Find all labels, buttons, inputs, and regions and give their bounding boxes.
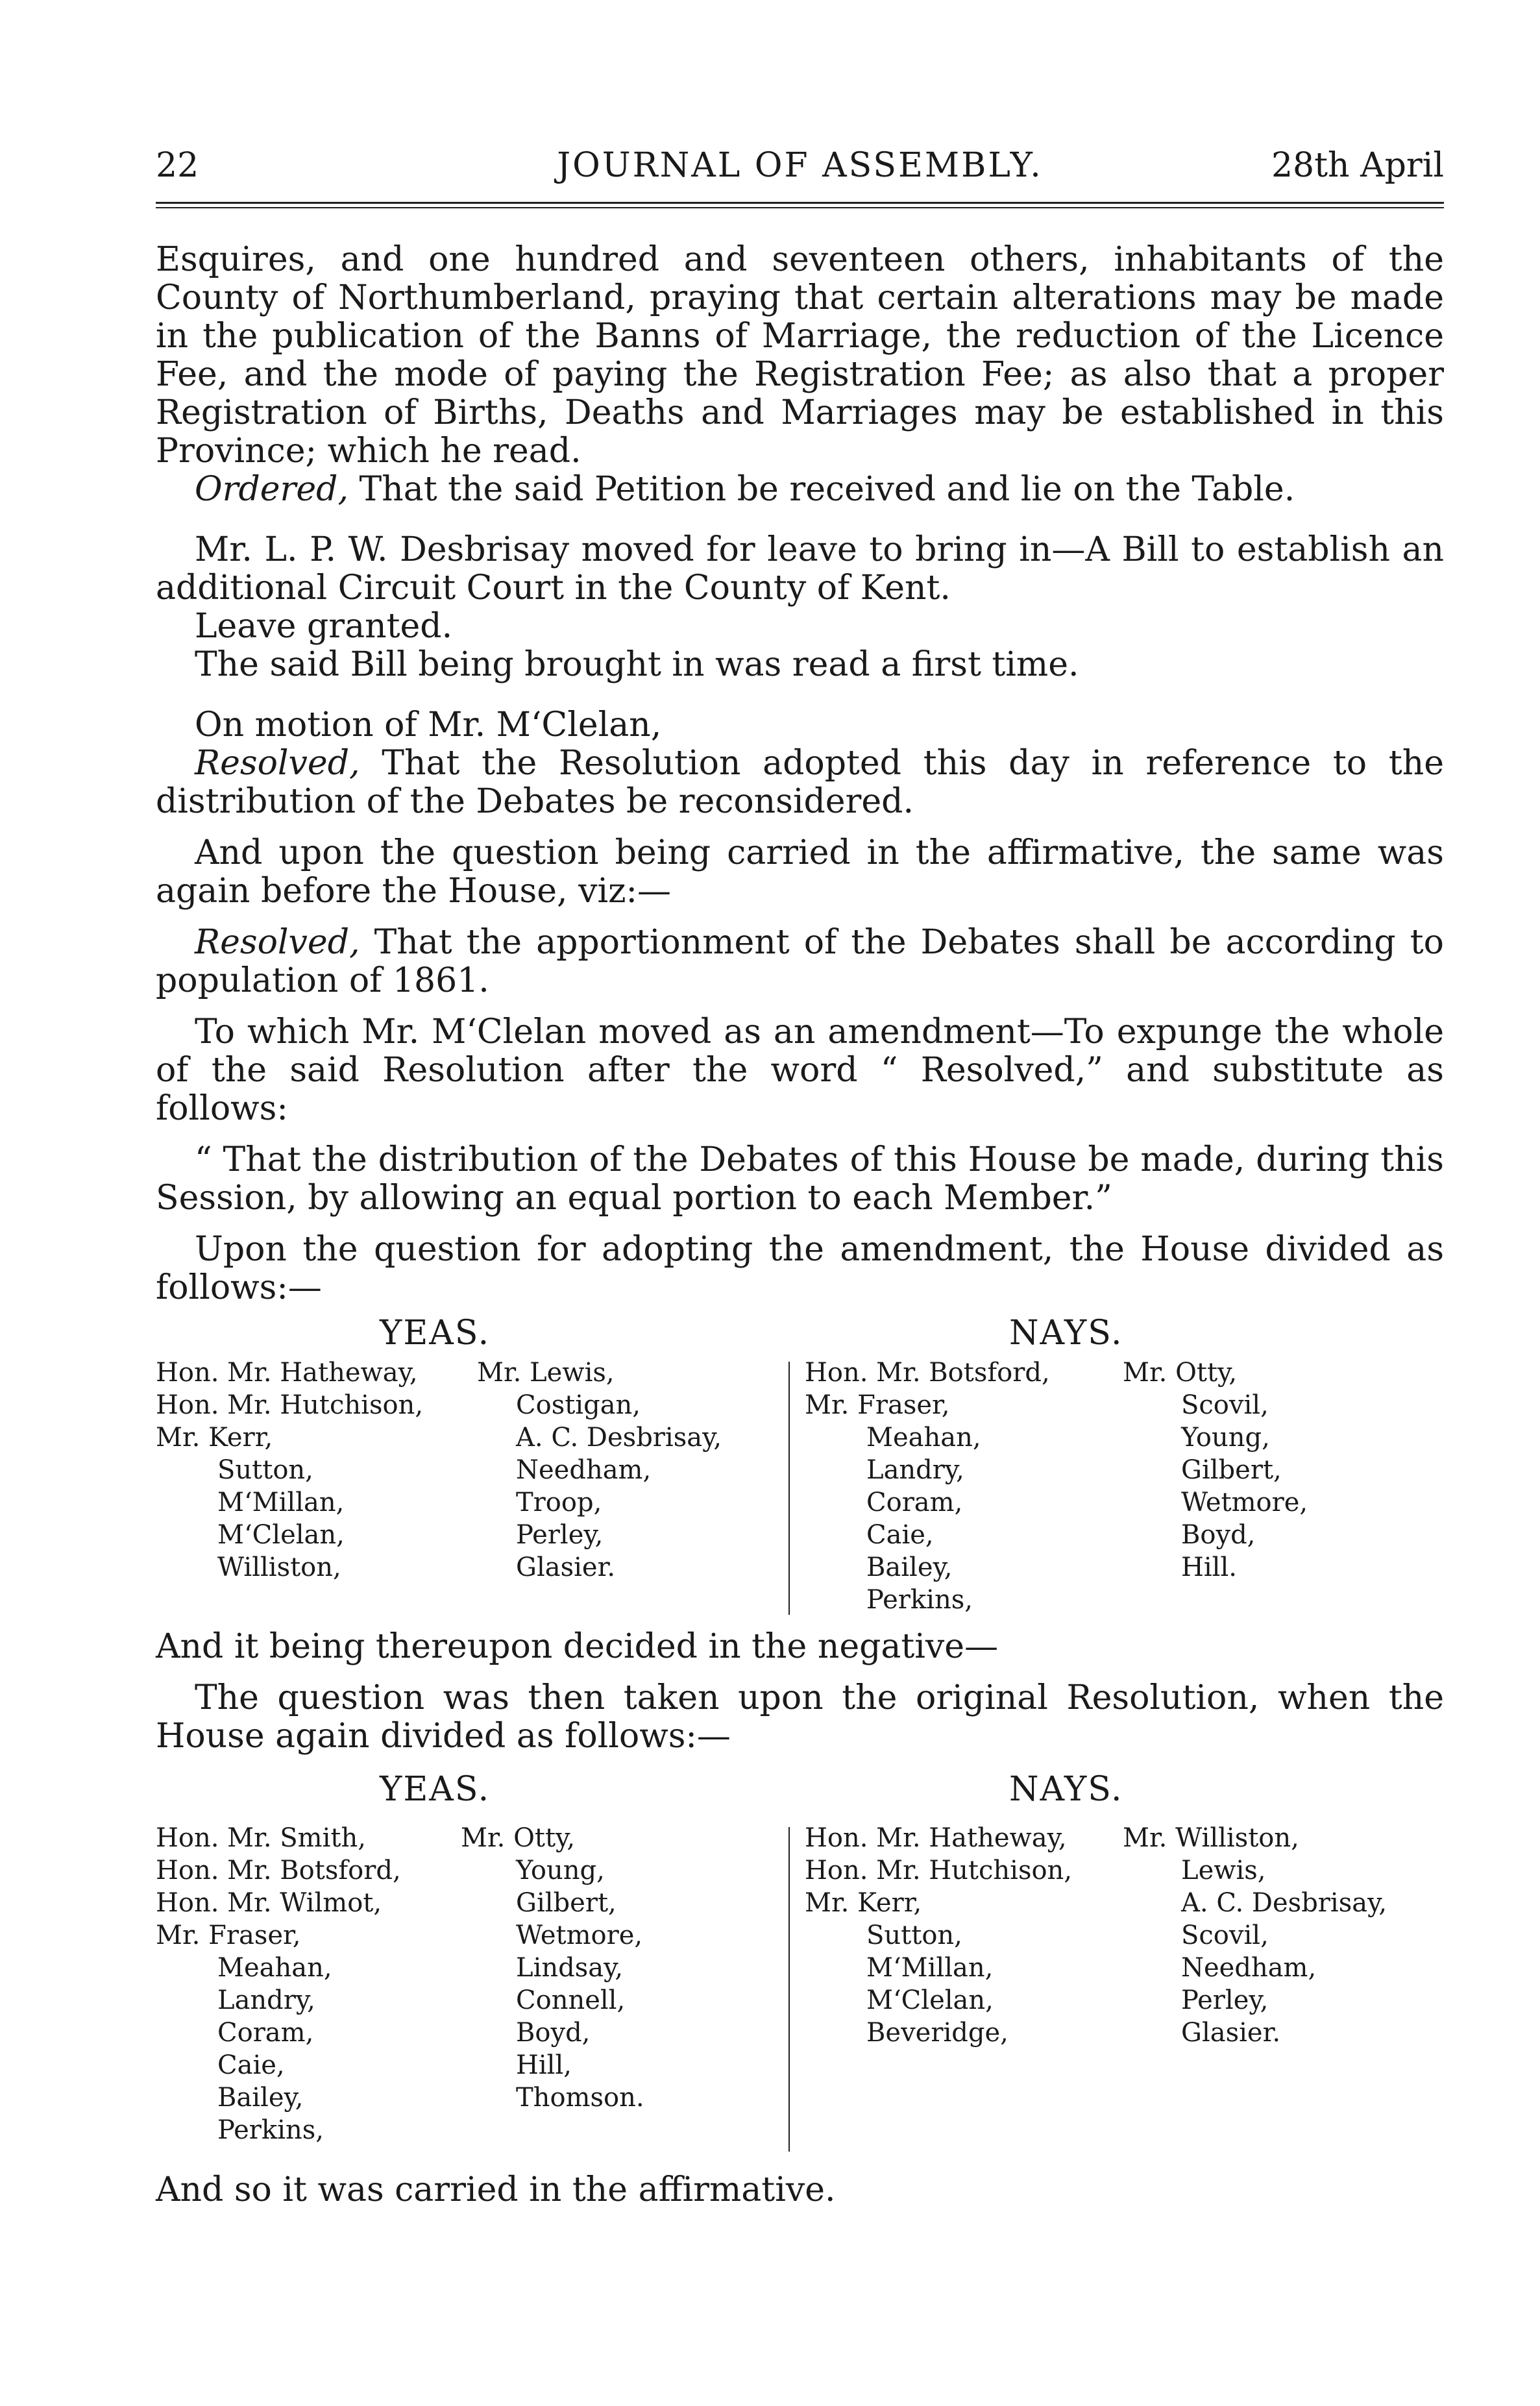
division-1-separator (788, 1362, 790, 1615)
header-date: 28th April (1271, 146, 1444, 185)
member-name: Hon. Mr. Hatheway, (156, 1358, 418, 1388)
member-name: Mr. Fraser, (156, 1921, 301, 1950)
journal-page (156, 146, 1444, 2209)
member-name: Hon. Mr. Botsford, (805, 1358, 1050, 1388)
ordered-paragraph (156, 471, 1444, 509)
member-name: Lewis, (1181, 1856, 1266, 1885)
member-name: Connell, (516, 1985, 626, 2015)
resolved-text: That the apportionment of the Debates shall be according to population of 1861. (156, 923, 1444, 1000)
member-name: Thomson. (516, 2083, 644, 2113)
member-name: Bailey, (866, 1553, 953, 1582)
member-name: Glasier. (1181, 2018, 1281, 2048)
resolved-reconsider (156, 744, 1444, 821)
member-name: Costigan, (516, 1390, 641, 1420)
nays-heading: NAYS. (1009, 1770, 1123, 1809)
member-name: Scovil, (1181, 1921, 1269, 1950)
member-name: Hon. Mr. Hatheway, (805, 1823, 1067, 1853)
motion-intro: On motion of Mr. M‘Clelan, (195, 706, 662, 744)
member-name: Hon. Mr. Hutchison, (805, 1856, 1073, 1885)
member-name: Gilbert, (1181, 1455, 1282, 1485)
member-name: Young, (516, 1856, 605, 1885)
member-name: Landry, (217, 1985, 315, 2015)
member-name: Perkins, (866, 1585, 973, 1615)
division-1-nays-col2 (1123, 1356, 1308, 1584)
member-name: Sutton, (217, 1455, 313, 1485)
division-2-nays-col2 (1123, 1822, 1387, 2049)
division-2-yeas-col2 (461, 1822, 644, 2114)
member-name: Hill. (1181, 1553, 1237, 1582)
division-1-yeas-col2 (477, 1356, 722, 1584)
member-name: Mr. Fraser, (805, 1390, 950, 1420)
division-1-yeas-col1 (156, 1356, 423, 1584)
division-1-headings (156, 1314, 1444, 1353)
resolved-label: Resolved, (195, 744, 360, 783)
member-name: M‘Millan, (866, 1953, 994, 1983)
member-name: Glasier. (516, 1553, 616, 1582)
journal-body (156, 241, 1444, 1307)
member-name: Boyd, (1181, 1520, 1256, 1550)
member-name: Hon. Mr. Botsford, (156, 1856, 401, 1885)
resolved-label: Resolved, (195, 923, 360, 962)
member-name: Hill, (516, 2050, 572, 2080)
member-name: Beveridge, (866, 2018, 1008, 2048)
negative-result: And it being thereupon decided in the negative— (156, 1627, 999, 1666)
division-2-list (156, 1822, 1444, 2153)
member-name: A. C. Desbrisay, (516, 1423, 722, 1453)
question-carried: And upon the question being carried in the affirmative, the same was again before the House, viz:— (156, 833, 1444, 911)
member-name: Caie, (866, 1520, 934, 1550)
member-name: Troop, (516, 1488, 602, 1517)
member-name: Scovil, (1181, 1390, 1269, 1420)
leave-granted: Leave granted. (195, 607, 453, 646)
member-name: Meahan, (217, 1953, 332, 1983)
division-intro-2: The question was then taken upon the original Resolution, when the House again divided as follows:— (156, 1678, 1444, 1756)
member-name: Coram, (866, 1488, 963, 1517)
member-name: Needham, (1181, 1953, 1317, 1983)
resolved-apportionment (156, 924, 1444, 1000)
member-name: Meahan, (866, 1423, 981, 1453)
member-name: Coram, (217, 2018, 314, 2048)
member-name: Caie, (217, 2050, 285, 2080)
division-2-nays-col1 (805, 1822, 1072, 2049)
nays-heading: NAYS. (1009, 1314, 1123, 1353)
ordered-text: That the said Petition be received and lie on the Table. (348, 470, 1295, 509)
bill-motion-paragraph: Mr. L. P. W. Desbrisay moved for leave to bring in—A Bill to establish an additional Circuit Court in the County of Kent. (156, 530, 1444, 608)
division-1-nays-col1 (805, 1356, 1050, 1616)
running-header (156, 146, 1444, 191)
member-name: M‘Millan, (217, 1488, 345, 1517)
member-name: Landry, (866, 1455, 964, 1485)
member-name: Perley, (1181, 1985, 1269, 2015)
member-name: M‘Clelan, (217, 1520, 345, 1550)
member-name: Lindsay, (516, 1953, 624, 1983)
member-name: Bailey, (217, 2083, 304, 2113)
member-name: Young, (1181, 1423, 1270, 1453)
resolved-text: That the Resolution adopted this day in reference to the distribution of the Debates be reconsidered. (156, 744, 1444, 821)
member-name: Perkins, (217, 2115, 324, 2145)
division-2-headings (156, 1770, 1444, 1809)
page-number: 22 (156, 146, 199, 185)
member-name: Needham, (516, 1455, 652, 1485)
member-name: Hon. Mr. Wilmot, (156, 1888, 382, 1918)
member-name: Mr. Otty, (461, 1823, 576, 1853)
member-name: Mr. Kerr, (805, 1888, 922, 1918)
header-rule-double (156, 207, 1444, 208)
division-2-separator (788, 1827, 790, 2152)
yeas-heading: YEAS. (380, 1770, 491, 1809)
member-name: M‘Clelan, (866, 1985, 994, 2015)
amendment-motion: To which Mr. M‘Clelan moved as an amendment—To expunge the whole of the said Resolution after the word “ Resolved,” and substitute as follows: (156, 1013, 1444, 1128)
member-name: Mr. Lewis, (477, 1358, 615, 1388)
affirmative-result: And so it was carried in the affirmative. (156, 2170, 836, 2209)
member-name: Mr. Otty, (1123, 1358, 1238, 1388)
petition-paragraph: Esquires, and one hundred and seventeen others, inhabitants of the County of Northumberland, praying that certain alterations may be made in the publication of the Banns of Marriage, the reduction of the Licence Fee, and the mode of paying the Registration Fee; as also that a proper Registration of Births, Deaths and Marriages may be established in this Province; which he read. (156, 240, 1444, 471)
division-intro-1: Upon the question for adopting the amendment, the House divided as follows:— (156, 1230, 1444, 1307)
member-name: Sutton, (866, 1921, 962, 1950)
member-name: Hon. Mr. Smith, (156, 1823, 366, 1853)
journal-body-3 (156, 2171, 1444, 2209)
journal-body-2 (156, 1628, 1444, 1756)
division-2-yeas-col1 (156, 1822, 401, 2146)
amendment-quote: “ That the distribution of the Debates of this House be made, during this Session, by allowing an equal portion to each Member.” (156, 1140, 1444, 1218)
member-name: Boyd, (516, 2018, 591, 2048)
member-name: Mr. Williston, (1123, 1823, 1299, 1853)
member-name: Wetmore, (516, 1921, 643, 1950)
member-name: Mr. Kerr, (156, 1423, 273, 1453)
yeas-heading: YEAS. (380, 1314, 491, 1353)
division-1-list (156, 1356, 1444, 1616)
member-name: Gilbert, (516, 1888, 617, 1918)
member-name: Hon. Mr. Hutchison, (156, 1390, 424, 1420)
first-reading: The said Bill being brought in was read a first time. (195, 645, 1079, 684)
member-name: Wetmore, (1181, 1488, 1308, 1517)
member-name: Williston, (217, 1553, 341, 1582)
member-name: A. C. Desbrisay, (1181, 1888, 1387, 1918)
ordered-label: Ordered, (195, 470, 348, 509)
member-name: Perley, (516, 1520, 604, 1550)
header-rule (156, 202, 1444, 204)
page-title: JOURNAL OF ASSEMBLY. (557, 146, 1043, 185)
